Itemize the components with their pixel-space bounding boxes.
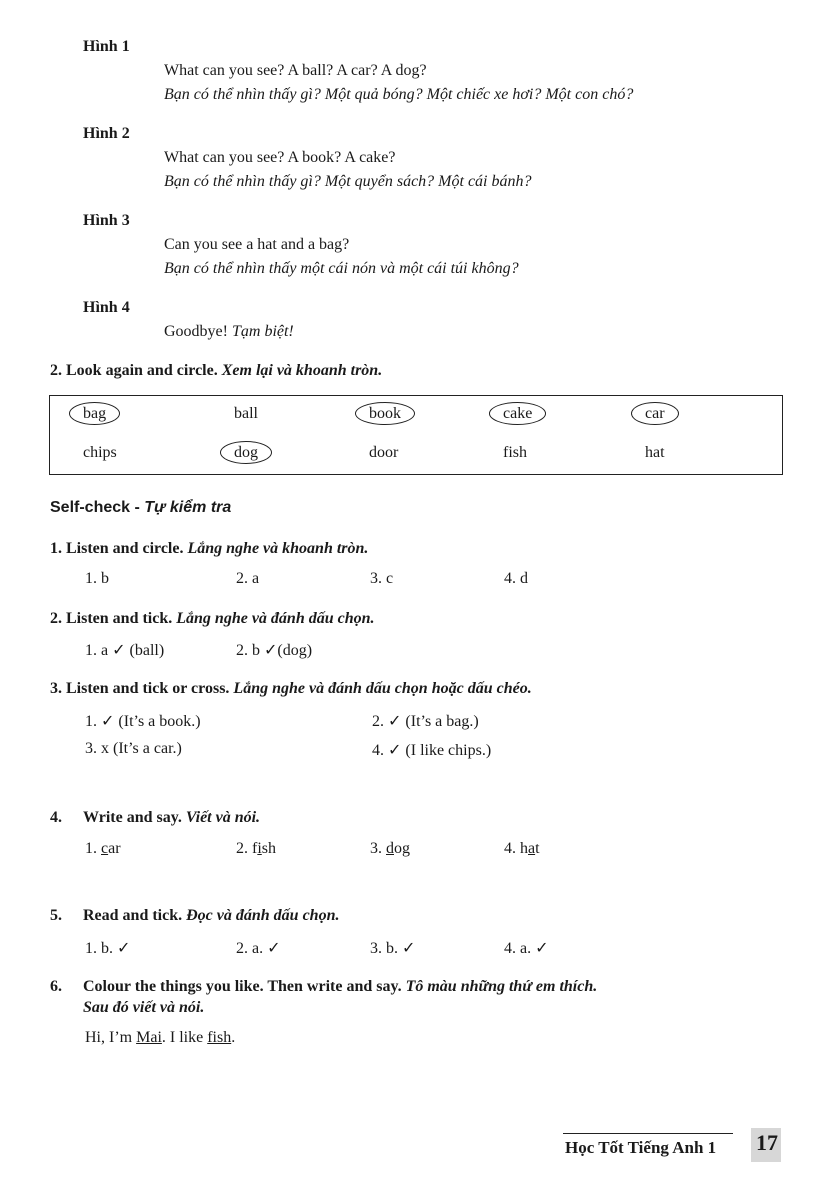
q6-item: fish	[207, 1029, 232, 1046]
q5-heading-vi: Đọc và đánh dấu chọn.	[186, 907, 340, 924]
figure-2-label: Hình 2	[83, 125, 130, 142]
q6-answer-line	[85, 1029, 235, 1047]
q6-heading-en: Colour the things you like. Then write and say.	[83, 978, 402, 995]
q1-heading-vi: Lắng nghe và khoanh tròn.	[187, 540, 369, 557]
footer-book-title: Học Tốt Tiếng Anh 1	[565, 1138, 717, 1157]
q1-heading	[50, 540, 368, 558]
figure-2-english: What can you see? A book? A cake?	[164, 149, 396, 166]
q6-line-end: .	[231, 1029, 236, 1046]
q6-line-mid: . I like	[161, 1029, 208, 1046]
q4-answer-post: og	[394, 840, 410, 857]
figure-4-vietnamese: Tạm biệt!	[231, 323, 294, 340]
circled-word: bag	[69, 402, 120, 425]
q4-answer-4	[504, 840, 540, 858]
q4-answer-1	[85, 840, 121, 858]
word-door: door	[369, 444, 399, 461]
q3-answer-1: 1. ✓ (It’s a book.)	[85, 713, 201, 730]
q4-heading-vi: Viết và nói.	[185, 809, 261, 826]
q6-heading-line-2: Sau đó viết và nói.	[83, 999, 205, 1016]
q3-heading-vi: Lắng nghe và đánh dấu chọn hoặc dấu chéo.	[233, 680, 532, 697]
word-book	[369, 405, 415, 423]
look-again-heading	[50, 362, 382, 380]
q5-heading	[83, 907, 339, 925]
word-fish: fish	[503, 444, 527, 461]
q5-answer-1: 1. b. ✓	[85, 940, 131, 957]
q5-answer-3: 3. b. ✓	[370, 940, 416, 957]
q3-answer-4: 4. ✓ (I like chips.)	[372, 742, 492, 759]
q6-line-pre: Hi, I’m	[85, 1029, 137, 1046]
look-again-heading-en: 2. Look again and circle.	[50, 362, 218, 379]
word-hat: hat	[645, 444, 665, 461]
q3-heading-en: 3. Listen and tick or cross.	[50, 680, 230, 697]
q3-answer-2: 2. ✓ (It’s a bag.)	[372, 713, 479, 730]
q5-number: 5.	[50, 907, 62, 924]
figure-1-label: Hình 1	[83, 38, 130, 55]
circled-word: dog	[220, 441, 272, 464]
q4-answer-post: t	[535, 840, 540, 857]
q4-answer-pre: h	[520, 840, 528, 857]
figure-2-vietnamese: Bạn có thể nhìn thấy gì? Một quyển sách? Một cái bánh?	[164, 173, 532, 190]
circled-word: car	[631, 402, 679, 425]
self-check-title-vi: Tự kiểm tra	[144, 499, 232, 516]
q4-answer-num: 1.	[85, 840, 97, 857]
word-bag	[83, 405, 120, 423]
q2-heading-en: 2. Listen and tick.	[50, 610, 173, 627]
figure-1-english: What can you see? A ball? A car? A dog?	[164, 62, 427, 79]
q1-answer-3: 3. c	[370, 570, 394, 587]
footer-rule	[563, 1133, 733, 1134]
q4-answer-num: 2.	[236, 840, 248, 857]
q4-answer-underlined: a	[528, 840, 536, 857]
look-again-heading-vi: Xem lại và khoanh tròn.	[221, 362, 383, 379]
q5-answer-2: 2. a. ✓	[236, 940, 281, 957]
figure-4-label: Hình 4	[83, 299, 130, 316]
figure-3-label: Hình 3	[83, 212, 130, 229]
q4-answer-num: 3.	[370, 840, 382, 857]
q6-heading-line-1	[83, 978, 597, 996]
q4-answer-underlined: c	[101, 840, 109, 857]
q5-heading-en: Read and tick.	[83, 907, 183, 924]
figure-4-english: Goodbye!	[164, 323, 228, 340]
q4-answer-underlined: d	[386, 840, 394, 857]
q4-answer-pre: f	[252, 840, 258, 857]
q1-answer-2: 2. a	[236, 570, 260, 587]
word-car	[645, 405, 679, 423]
q4-answer-2	[236, 840, 276, 858]
self-check-title	[50, 499, 231, 517]
circled-word: book	[355, 402, 415, 425]
figure-4-text	[164, 323, 294, 341]
q4-number: 4.	[50, 809, 62, 826]
figure-3-vietnamese: Bạn có thể nhìn thấy một cái nón và một cái túi không?	[164, 260, 519, 277]
q4-answer-3	[370, 840, 410, 858]
q1-heading-en: 1. Listen and circle.	[50, 540, 184, 557]
word-ball: ball	[234, 405, 258, 422]
q6-heading-vi-1: Tô màu những thứ em thích.	[405, 978, 598, 995]
q3-heading	[50, 680, 532, 698]
q6-name: Mai	[136, 1029, 162, 1046]
q1-answer-1: 1. b	[85, 570, 109, 587]
q4-heading	[83, 809, 260, 827]
q2-answer-1: 1. a ✓ (ball)	[85, 642, 165, 659]
q4-answer-num: 4.	[504, 840, 516, 857]
q4-answer-post: sh	[261, 840, 277, 857]
circled-word: cake	[489, 402, 546, 425]
word-chips: chips	[83, 444, 117, 461]
q4-heading-en: Write and say.	[83, 809, 182, 826]
q2-heading-vi: Lắng nghe và đánh dấu chọn.	[176, 610, 375, 627]
q2-heading	[50, 610, 375, 628]
self-check-title-en: Self-check -	[50, 499, 140, 516]
figure-3-english: Can you see a hat and a bag?	[164, 236, 350, 253]
word-cake	[503, 405, 546, 423]
q6-number: 6.	[50, 978, 62, 995]
figure-1-vietnamese: Bạn có thể nhìn thấy gì? Một quả bóng? Một chiếc xe hơi? Một con chó?	[164, 86, 634, 103]
q5-answer-4: 4. a. ✓	[504, 940, 549, 957]
q1-answer-4: 4. d	[504, 570, 528, 587]
q3-answer-3: 3. x (It’s a car.)	[85, 740, 182, 757]
q2-answer-2: 2. b ✓(dog)	[236, 642, 313, 659]
page-number: 17	[756, 1130, 778, 1155]
q4-answer-post: ar	[108, 840, 121, 857]
q4-answer-underlined: i	[257, 840, 262, 857]
word-dog	[234, 444, 272, 462]
